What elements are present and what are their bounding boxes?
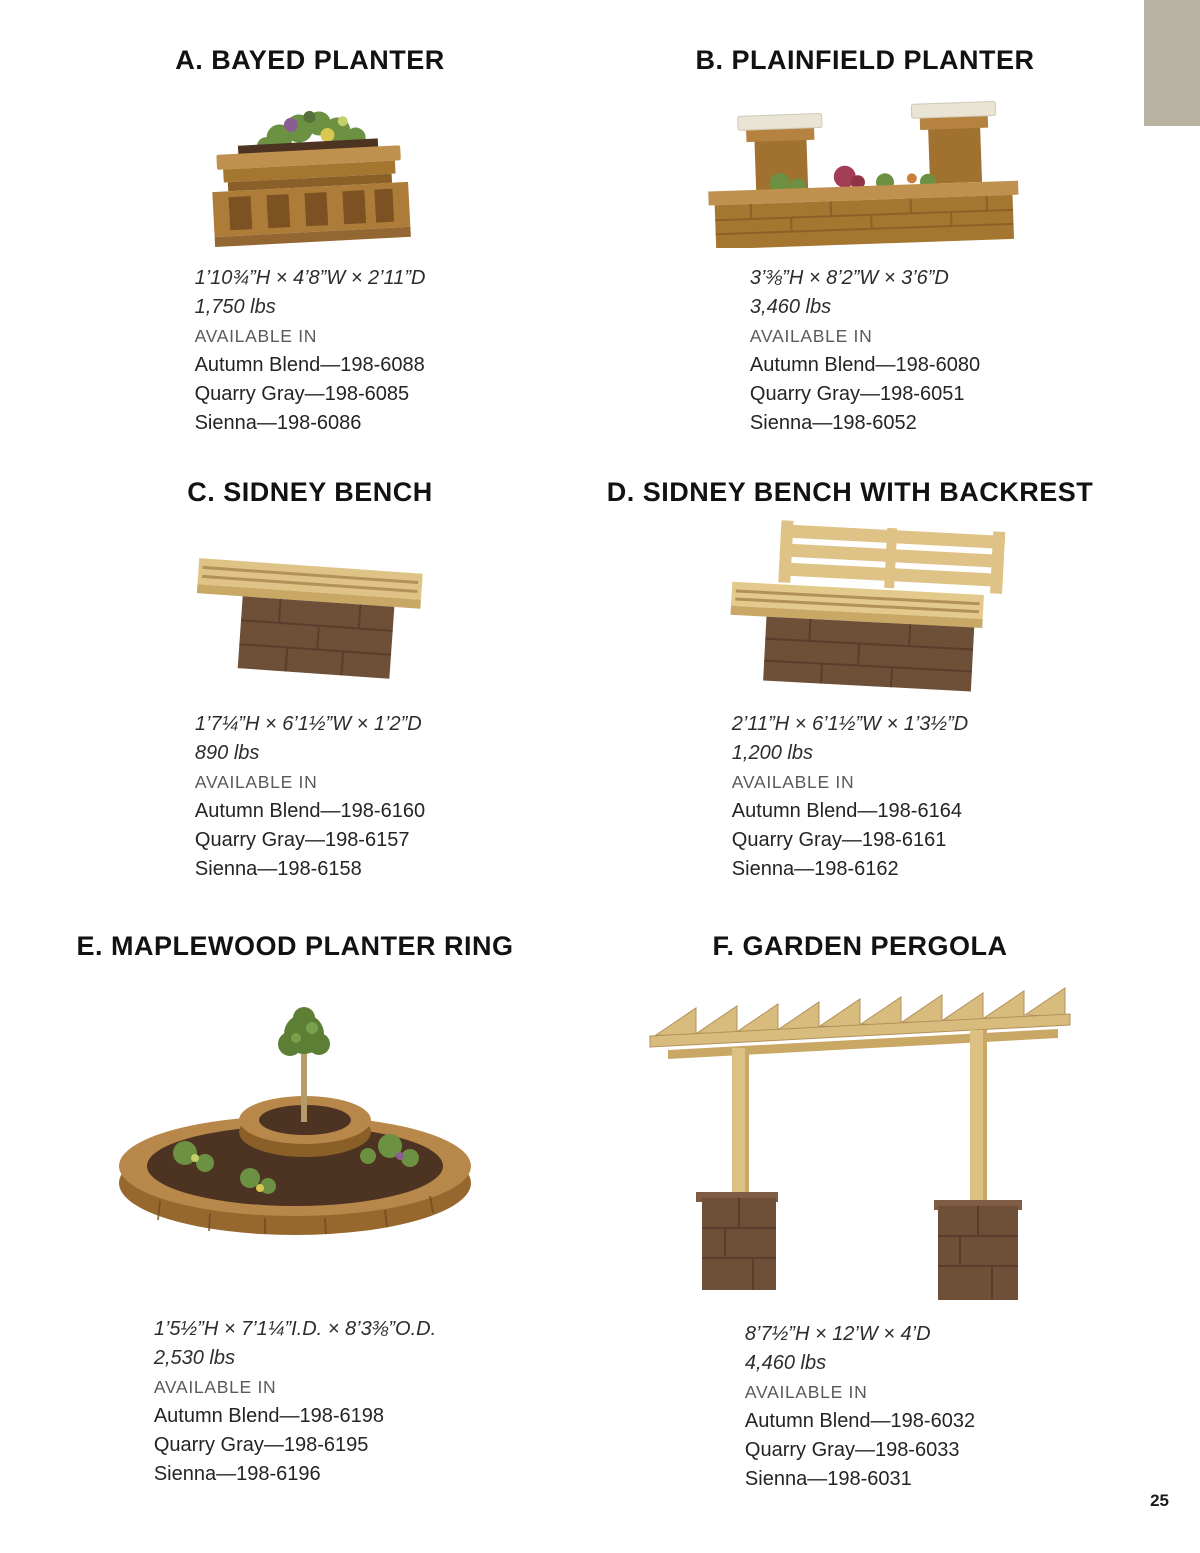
tree-foliage (278, 1007, 330, 1056)
product-title: E. MAPLEWOOD PLANTER RING (76, 931, 514, 961)
product-figure (615, 88, 1115, 248)
product-figure (610, 968, 1110, 1303)
product-details (745, 1320, 975, 1494)
product-weight: 1,200 lbs (731, 742, 813, 764)
plainfield-planter-photo (690, 88, 1040, 248)
color-option: Sienna—198-6052 (749, 412, 917, 434)
product-dimensions: 3’⅜”H × 8’2”W × 3’6”D (749, 267, 949, 289)
product-figure (25, 998, 565, 1243)
product-dimensions: 1’10¾”H × 4’8”W × 2’11”D (194, 267, 426, 289)
color-option: Quarry Gray—198-6157 (194, 829, 410, 851)
available-in-label: AVAILABLE IN (194, 772, 318, 792)
maplewood-planter-ring-photo (100, 998, 490, 1243)
product-weight: 1,750 lbs (194, 296, 276, 318)
product-figure (60, 514, 560, 686)
product-details (154, 1315, 436, 1489)
bayed-planter-photo (170, 84, 450, 252)
color-option: Quarry Gray—198-6033 (744, 1439, 960, 1461)
product-card-sidney-bench (60, 476, 560, 884)
product-details (195, 264, 426, 438)
corner-tab (1144, 0, 1200, 126)
product-card-garden-pergola (610, 930, 1110, 1494)
color-option: Quarry Gray—198-6085 (194, 383, 410, 405)
product-details (732, 710, 968, 884)
available-in-label: AVAILABLE IN (153, 1377, 277, 1397)
color-option: Autumn Blend—198-6080 (749, 354, 981, 376)
product-title: C. SIDNEY BENCH (187, 477, 433, 507)
color-option: Sienna—198-6162 (731, 858, 899, 880)
color-option: Quarry Gray—198-6161 (731, 829, 947, 851)
product-weight: 3,460 lbs (749, 296, 832, 318)
available-in-label: AVAILABLE IN (744, 1382, 868, 1402)
product-details (195, 710, 425, 884)
product-weight: 890 lbs (194, 742, 260, 764)
garden-pergola-photo (640, 968, 1080, 1303)
product-dimensions: 1’5½”H × 7’1¼”I.D. × 8’3⅜”O.D. (153, 1318, 437, 1340)
color-option: Sienna—198-6196 (153, 1463, 321, 1485)
color-option: Sienna—198-6086 (194, 412, 362, 434)
product-details (750, 264, 980, 438)
product-figure (60, 84, 560, 252)
product-figure (570, 514, 1130, 694)
color-option: Autumn Blend—198-6164 (731, 800, 962, 822)
color-option: Quarry Gray—198-6051 (749, 383, 965, 405)
color-option: Autumn Blend—198-6032 (744, 1410, 976, 1432)
backrest (778, 520, 1005, 594)
available-in-label: AVAILABLE IN (731, 772, 855, 792)
product-card-sidney-bench-backrest (570, 476, 1130, 884)
product-dimensions: 2’11”H × 6’1½”W × 1’3½”D (731, 713, 969, 735)
available-in-label: AVAILABLE IN (749, 326, 873, 346)
product-title: A. BAYED PLANTER (175, 45, 445, 75)
product-dimensions: 1’7¼”H × 6’1½”W × 1’2”D (194, 713, 422, 735)
product-card-bayed-planter (60, 44, 560, 438)
sidney-bench-photo (170, 514, 450, 686)
color-option: Autumn Blend—198-6088 (194, 354, 425, 376)
product-title: B. PLAINFIELD PLANTER (695, 45, 1035, 75)
tree-trunk (301, 1050, 307, 1122)
color-option: Quarry Gray—198-6195 (153, 1434, 369, 1456)
color-option: Autumn Blend—198-6160 (194, 800, 426, 822)
product-card-plainfield-planter (615, 44, 1115, 438)
product-weight: 2,530 lbs (153, 1347, 235, 1369)
page-number: 25 (1150, 1491, 1169, 1510)
sidney-bench-backrest-photo (665, 514, 1035, 694)
product-title: F. GARDEN PERGOLA (712, 931, 1008, 961)
available-in-label: AVAILABLE IN (194, 326, 318, 346)
product-title: D. SIDNEY BENCH WITH BACKREST (606, 477, 1094, 507)
product-dimensions: 8’7½”H × 12’W × 4’D (744, 1323, 931, 1345)
product-card-maplewood-planter-ring (25, 930, 565, 1489)
color-option: Autumn Blend—198-6198 (153, 1405, 384, 1427)
color-option: Sienna—198-6031 (744, 1468, 912, 1490)
color-option: Sienna—198-6158 (194, 858, 362, 880)
product-weight: 4,460 lbs (744, 1352, 827, 1374)
